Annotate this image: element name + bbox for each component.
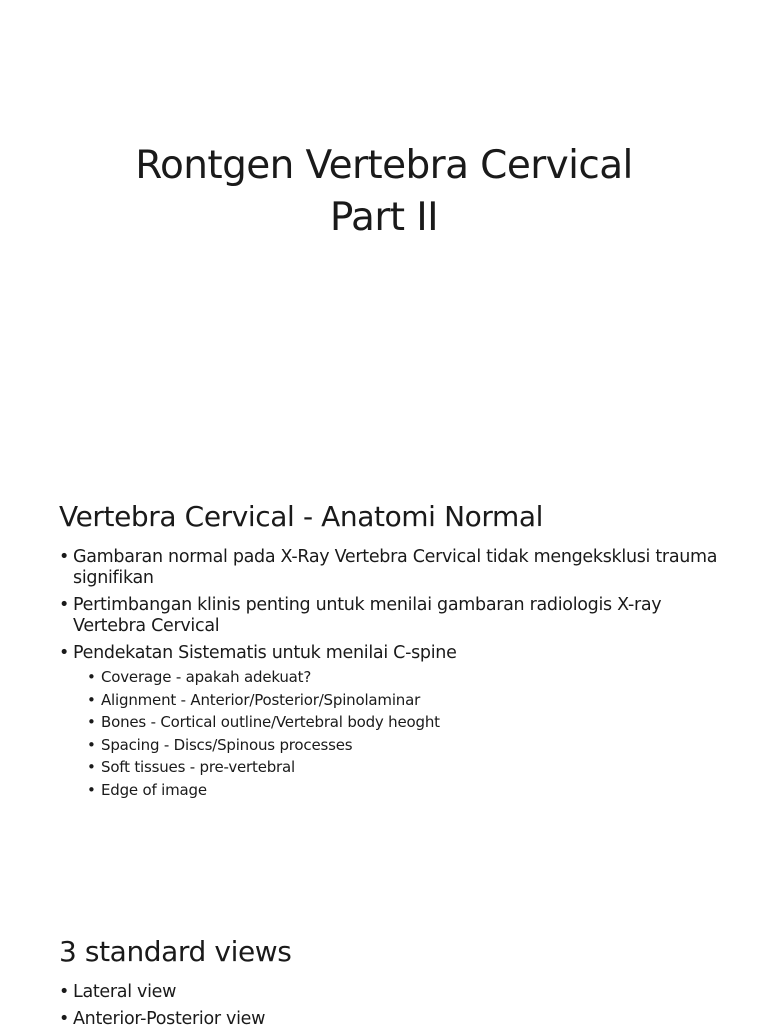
- presentation-title: [0, 140, 768, 244]
- list-item: • Pertimbangan klinis penting untuk menilai gambaran radiologis X-ray Vertebra Cervical: [59, 595, 728, 637]
- sub-list-item: • Coverage - apakah adekuat?: [87, 666, 728, 689]
- sub-list-item: • Spacing - Discs/Spinous processes: [87, 734, 728, 757]
- views-bullet-list: [59, 982, 728, 1036]
- anatomy-heading: Vertebra Cervical - Anatomi Normal: [59, 500, 543, 534]
- title-line-1: Rontgen Vertebra Cervical: [135, 143, 633, 189]
- sub-list-item: • Soft tissues - pre-vertebral: [87, 756, 728, 779]
- list-item-text: Pendekatan Sistematis untuk menilai C-spine: [73, 643, 457, 663]
- title-slide: [0, 0, 768, 432]
- list-item: • Anterior-Posterior view: [59, 1009, 728, 1030]
- list-item: • Lateral view: [59, 982, 728, 1003]
- list-item: • Gambaran normal pada X-Ray Vertebra Cervical tidak mengeksklusi trauma signifikan: [59, 547, 728, 589]
- anatomy-slide: [0, 432, 768, 864]
- views-heading: 3 standard views: [59, 935, 292, 969]
- views-slide: [0, 864, 768, 1029]
- sub-list-item: • Edge of image: [87, 779, 728, 802]
- sub-list-item: • Alignment - Anterior/Posterior/Spinolaminar: [87, 689, 728, 712]
- sub-bullet-list: [87, 666, 728, 801]
- sub-list-item: • Bones - Cortical outline/Vertebral body heoght: [87, 711, 728, 734]
- anatomy-bullet-list: [59, 547, 728, 807]
- list-item: [59, 643, 728, 801]
- title-line-2: Part II: [329, 195, 439, 241]
